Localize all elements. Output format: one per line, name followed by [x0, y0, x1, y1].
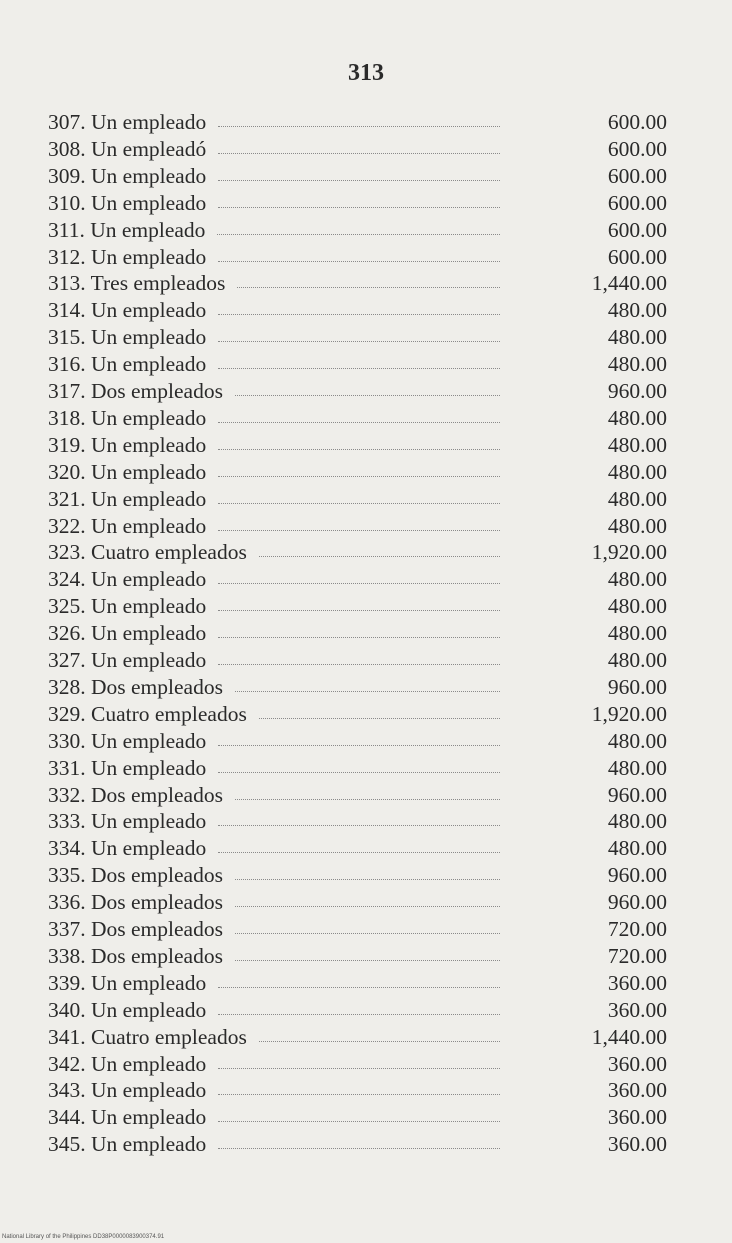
entry-label: 313. Tres empleados [48, 271, 226, 296]
dot-leader [218, 610, 500, 611]
list-item [0, 808, 732, 835]
list-item [0, 459, 732, 486]
entry-label: 342. Un empleado [48, 1051, 207, 1076]
entry-amount: 960.00 [607, 890, 667, 915]
entry-label: 333. Un empleado [48, 809, 207, 834]
list-item [0, 486, 732, 513]
entry-amount: 480.00 [607, 648, 667, 672]
entry-amount: 600.00 [607, 110, 667, 134]
dot-leader [218, 261, 500, 262]
entry-label: 335. Dos empleados [48, 863, 223, 888]
entry-label: 329. Cuatro empleados [48, 701, 247, 726]
entry-amount: 480.00 [607, 405, 667, 430]
entry-label: 307. Un empleado [48, 110, 207, 134]
list-item [0, 244, 732, 271]
entry-label: 340. Un empleado [48, 997, 207, 1022]
entry-label: 328. Dos empleados [48, 674, 223, 699]
dot-leader [218, 341, 500, 342]
entry-label: 334. Un empleado [48, 836, 207, 861]
entry-amount: 720.00 [607, 917, 667, 941]
dot-leader [218, 368, 500, 369]
dot-leader [259, 1041, 500, 1042]
list-item [0, 324, 732, 351]
list-item [0, 405, 732, 432]
list-item [0, 1024, 732, 1051]
dot-leader [218, 1121, 500, 1122]
dot-leader [218, 825, 500, 826]
entry-amount: 600.00 [607, 190, 667, 215]
dot-leader [218, 180, 500, 181]
entry-label: 337. Dos empleados [48, 917, 223, 941]
list-item [0, 1051, 732, 1078]
entry-amount: 960.00 [607, 379, 667, 403]
entry-label: 308. Un empleadó [48, 136, 207, 161]
entry-label: 331. Un empleado [48, 755, 207, 780]
entry-amount: 360.00 [607, 1105, 667, 1130]
entry-amount: 720.00 [607, 943, 667, 968]
entry-amount: 960.00 [607, 674, 667, 699]
entry-amount: 480.00 [607, 621, 667, 646]
list-item [0, 593, 732, 620]
dot-leader [218, 153, 500, 154]
entry-label: 325. Un empleado [48, 594, 207, 619]
entry-label: 343. Un empleado [48, 1078, 207, 1103]
entry-label: 311. Un empleado [48, 217, 206, 242]
entry-amount: 480.00 [607, 728, 667, 753]
dot-leader [218, 503, 500, 504]
dot-leader [218, 1014, 500, 1015]
dot-leader [218, 637, 500, 638]
entry-amount: 480.00 [607, 836, 667, 861]
entry-label: 310. Un empleado [48, 190, 207, 215]
entry-label: 330. Un empleado [48, 728, 207, 753]
entry-amount: 480.00 [607, 432, 667, 457]
entry-amount: 480.00 [607, 755, 667, 780]
list-item [0, 297, 732, 324]
list-item [0, 270, 732, 297]
dot-leader [218, 449, 500, 450]
entry-amount: 480.00 [607, 352, 667, 377]
entry-amount: 360.00 [607, 1078, 667, 1103]
entry-label: 324. Un empleado [48, 567, 207, 592]
entry-label: 318. Un empleado [48, 405, 207, 430]
entry-amount: 480.00 [607, 486, 667, 511]
entry-amount: 1,920.00 [591, 701, 667, 726]
entry-label: 312. Un empleado [48, 244, 207, 269]
entry-label: 315. Un empleado [48, 325, 207, 350]
dot-leader [235, 799, 500, 800]
dot-leader [218, 530, 500, 531]
entry-amount: 1,440.00 [591, 271, 667, 296]
entry-label: 327. Un empleado [48, 648, 207, 672]
entry-amount: 480.00 [607, 809, 667, 834]
dot-leader [218, 1068, 500, 1069]
list-item [0, 109, 732, 136]
entry-label: 320. Un empleado [48, 459, 207, 484]
list-item [0, 539, 732, 566]
entry-amount: 480.00 [607, 567, 667, 592]
entry-amount: 480.00 [607, 459, 667, 484]
entry-amount: 480.00 [607, 298, 667, 323]
dot-leader [218, 852, 500, 853]
entry-amount: 600.00 [607, 136, 667, 161]
dot-leader [235, 879, 500, 880]
dot-leader [218, 207, 500, 208]
entry-amount: 360.00 [607, 1132, 667, 1157]
footer-note: National Library of the Philippines DD38P0000083900374.91 [2, 1234, 165, 1240]
dot-leader [259, 718, 500, 719]
dot-leader [218, 1148, 500, 1149]
dot-leader [235, 933, 500, 934]
list-item [0, 862, 732, 889]
list-item [0, 943, 732, 970]
entry-amount: 1,440.00 [591, 1024, 667, 1049]
entry-amount: 480.00 [607, 594, 667, 619]
entry-label: 326. Un empleado [48, 621, 207, 646]
list-item [0, 755, 732, 782]
entry-amount: 1,920.00 [591, 540, 667, 565]
entry-amount: 360.00 [607, 997, 667, 1022]
dot-leader [235, 906, 500, 907]
entry-amount: 480.00 [607, 325, 667, 350]
entry-label: 332. Dos empleados [48, 782, 223, 807]
entry-label: 322. Un empleado [48, 513, 207, 538]
entry-amount: 360.00 [607, 970, 667, 995]
entry-label: 309. Un empleado [48, 163, 207, 188]
entry-label: 341. Cuatro empleados [48, 1024, 247, 1049]
list-item [0, 701, 732, 728]
list-item [0, 835, 732, 862]
dot-leader [218, 664, 500, 665]
entry-amount: 960.00 [607, 782, 667, 807]
dot-leader [218, 987, 500, 988]
dot-leader [217, 234, 500, 235]
list-item [0, 997, 732, 1024]
list-item [0, 136, 732, 163]
list-item [0, 432, 732, 459]
list-item [0, 1077, 732, 1104]
list-item [0, 190, 732, 217]
list-item [0, 916, 732, 943]
list-item [0, 217, 732, 244]
list-item [0, 647, 732, 674]
entry-label: 338. Dos empleados [48, 943, 223, 968]
dot-leader [218, 476, 500, 477]
entry-label: 321. Un empleado [48, 486, 207, 511]
entry-amount: 960.00 [607, 863, 667, 888]
page-number: 313 [348, 60, 384, 86]
list-item [0, 566, 732, 593]
dot-leader [235, 960, 500, 961]
entry-label: 336. Dos empleados [48, 890, 223, 915]
entry-label: 323. Cuatro empleados [48, 540, 247, 565]
dot-leader [235, 395, 500, 396]
list-item [0, 889, 732, 916]
list-item [0, 1131, 732, 1158]
entry-label: 317. Dos empleados [48, 379, 223, 403]
entry-amount: 480.00 [607, 513, 667, 538]
dot-leader [218, 745, 500, 746]
dot-leader [218, 583, 500, 584]
dot-leader [218, 126, 500, 127]
list-item [0, 674, 732, 701]
list-item [0, 1104, 732, 1131]
list-item [0, 351, 732, 378]
entry-amount: 600.00 [607, 163, 667, 188]
entry-label: 319. Un empleado [48, 432, 207, 457]
dot-leader [218, 422, 500, 423]
dot-leader [259, 556, 500, 557]
dot-leader [235, 691, 500, 692]
entry-label: 316. Un empleado [48, 352, 207, 377]
entry-amount: 600.00 [607, 244, 667, 269]
list-item [0, 620, 732, 647]
entry-label: 314. Un empleado [48, 298, 207, 323]
list-item [0, 782, 732, 809]
list-item [0, 728, 732, 755]
entry-label: 339. Un empleado [48, 970, 207, 995]
entry-label: 344. Un empleado [48, 1105, 207, 1130]
dot-leader [218, 1094, 500, 1095]
dot-leader [218, 314, 500, 315]
list-item [0, 163, 732, 190]
list-item [0, 970, 732, 997]
entry-amount: 360.00 [607, 1051, 667, 1076]
entry-label: 345. Un empleado [48, 1132, 207, 1157]
entry-amount: 600.00 [607, 217, 667, 242]
list-item [0, 513, 732, 540]
dot-leader [218, 772, 500, 773]
list-item [0, 378, 732, 405]
dot-leader [237, 287, 500, 288]
